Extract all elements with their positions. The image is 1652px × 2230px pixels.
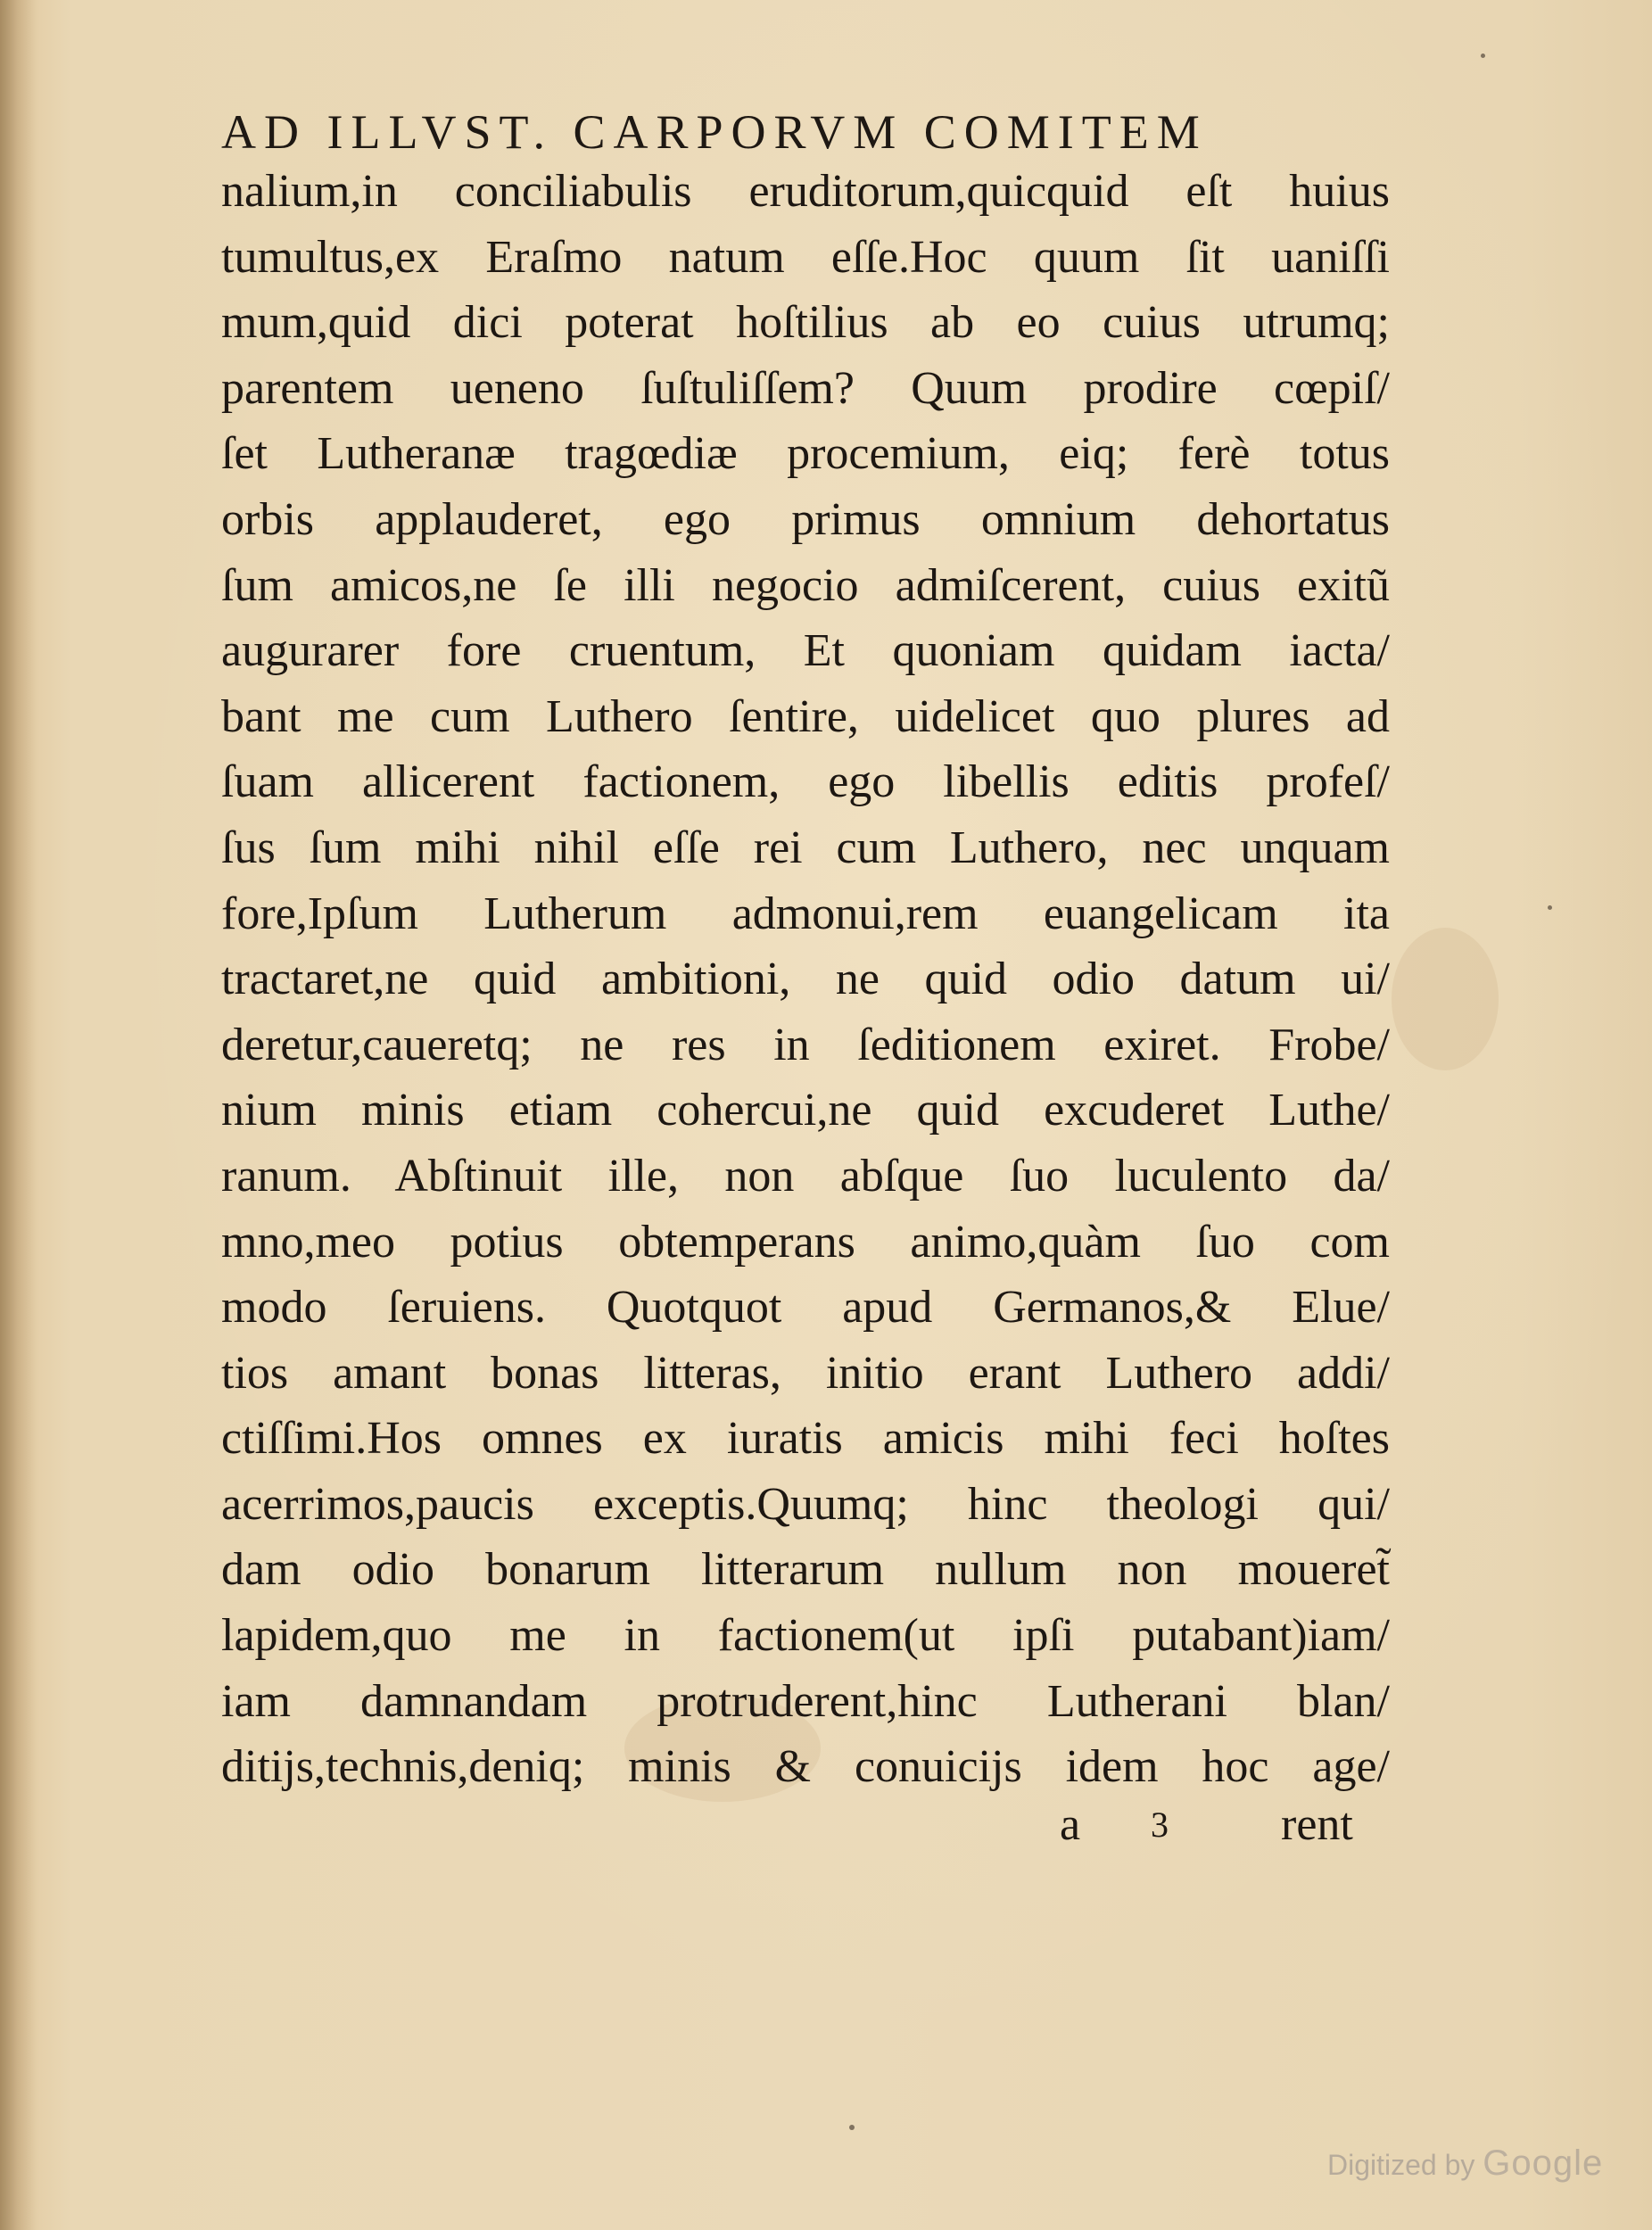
body-text [221, 159, 1390, 1800]
text-line: lapidem,quo me in factionem(ut ipſi putabant)iam/ [221, 1610, 1390, 1662]
text-line: augurarer fore cruentum, Et quoniam quidam iacta/ [221, 625, 1390, 677]
text-line: parentem ueneno ſuſtuliſſem? Quum prodire cœpiſ/ [221, 362, 1390, 414]
text-line: ditijs,technis,deniq; minis & conuicijs idem hoc age/ [221, 1741, 1390, 1793]
gutter-shadow [0, 0, 36, 2230]
digitization-watermark [1327, 2141, 1603, 2185]
text-line: tios amant bonas litteras, initio erant Luthero addi/ [221, 1347, 1390, 1399]
watermark-prefix: Digitized by [1327, 2149, 1475, 2181]
text-line: ranum. Abſtinuit ille, non abſque ſuo luculento da/ [221, 1150, 1390, 1202]
text-line: mno,meo potius obtemperans animo,quàm ſuo com [221, 1216, 1390, 1268]
text-line: acerrimos,paucis exceptis.Quumq; hinc theologi qui/ [221, 1478, 1390, 1530]
signature-number: 3 [1151, 1805, 1169, 1845]
text-line: tractaret,ne quid ambitioni, ne quid odio datum ui/ [221, 954, 1390, 1005]
text-line: deretur,caueretq; ne res in ſeditionem exiret. Frobe/ [221, 1019, 1390, 1070]
text-line: modo ſeruiens. Quotquot apud Germanos,& Elue/ [221, 1282, 1390, 1334]
watermark-brand: Google [1483, 2143, 1604, 2183]
text-line: ctiſſimi.Hos omnes ex iuratis amicis mihi feci hoſtes [221, 1413, 1390, 1465]
text-line: mum,quid dici poterat hoſtilius ab eo cuius utrumq; [221, 297, 1390, 349]
ink-speck [1548, 905, 1552, 910]
signature-mark: a [1060, 1799, 1081, 1850]
text-line: dam odio bonarum litterarum nullum non moueret̃ [221, 1544, 1390, 1596]
text-line: ſus ſum mihi nihil eſſe rei cum Luthero, nec unquam [221, 822, 1390, 873]
text-line: bant me cum Luthero ſentire, uidelicet quo plures ad [221, 690, 1390, 742]
text-line: ſum amicos,ne ſe illi negocio admiſcerent, cuius exitũ [221, 559, 1390, 611]
text-line: tumultus,ex Eraſmo natum eſſe.Hoc quum ſit uaniſſi [221, 231, 1390, 283]
text-line: orbis applauderet, ego primus omnium dehortatus [221, 493, 1390, 545]
text-line: ſet Lutheranæ tragœdiæ procemium, eiq; ferè totus [221, 428, 1390, 480]
catchword: rent [1281, 1799, 1353, 1850]
text-line: ſuam allicerent factionem, ego libellis editis profeſ/ [221, 756, 1390, 808]
text-line: iam damnandam protruderent,hinc Lutherani blan/ [221, 1675, 1390, 1727]
text-line: nium minis etiam cohercui,ne quid excuderet Luthe/ [221, 1085, 1390, 1136]
ink-speck [1481, 54, 1485, 58]
running-header: AD ILLVST. CARPORVM COMITEM [221, 105, 1208, 159]
ink-speck [849, 2125, 855, 2130]
text-line: fore,Ipſum Lutherum admonui,rem euangelicam ita [221, 888, 1390, 939]
paper-stain [1392, 928, 1499, 1070]
text-line: nalium,in conciliabulis eruditorum,quicquid eſt huius [221, 166, 1390, 217]
